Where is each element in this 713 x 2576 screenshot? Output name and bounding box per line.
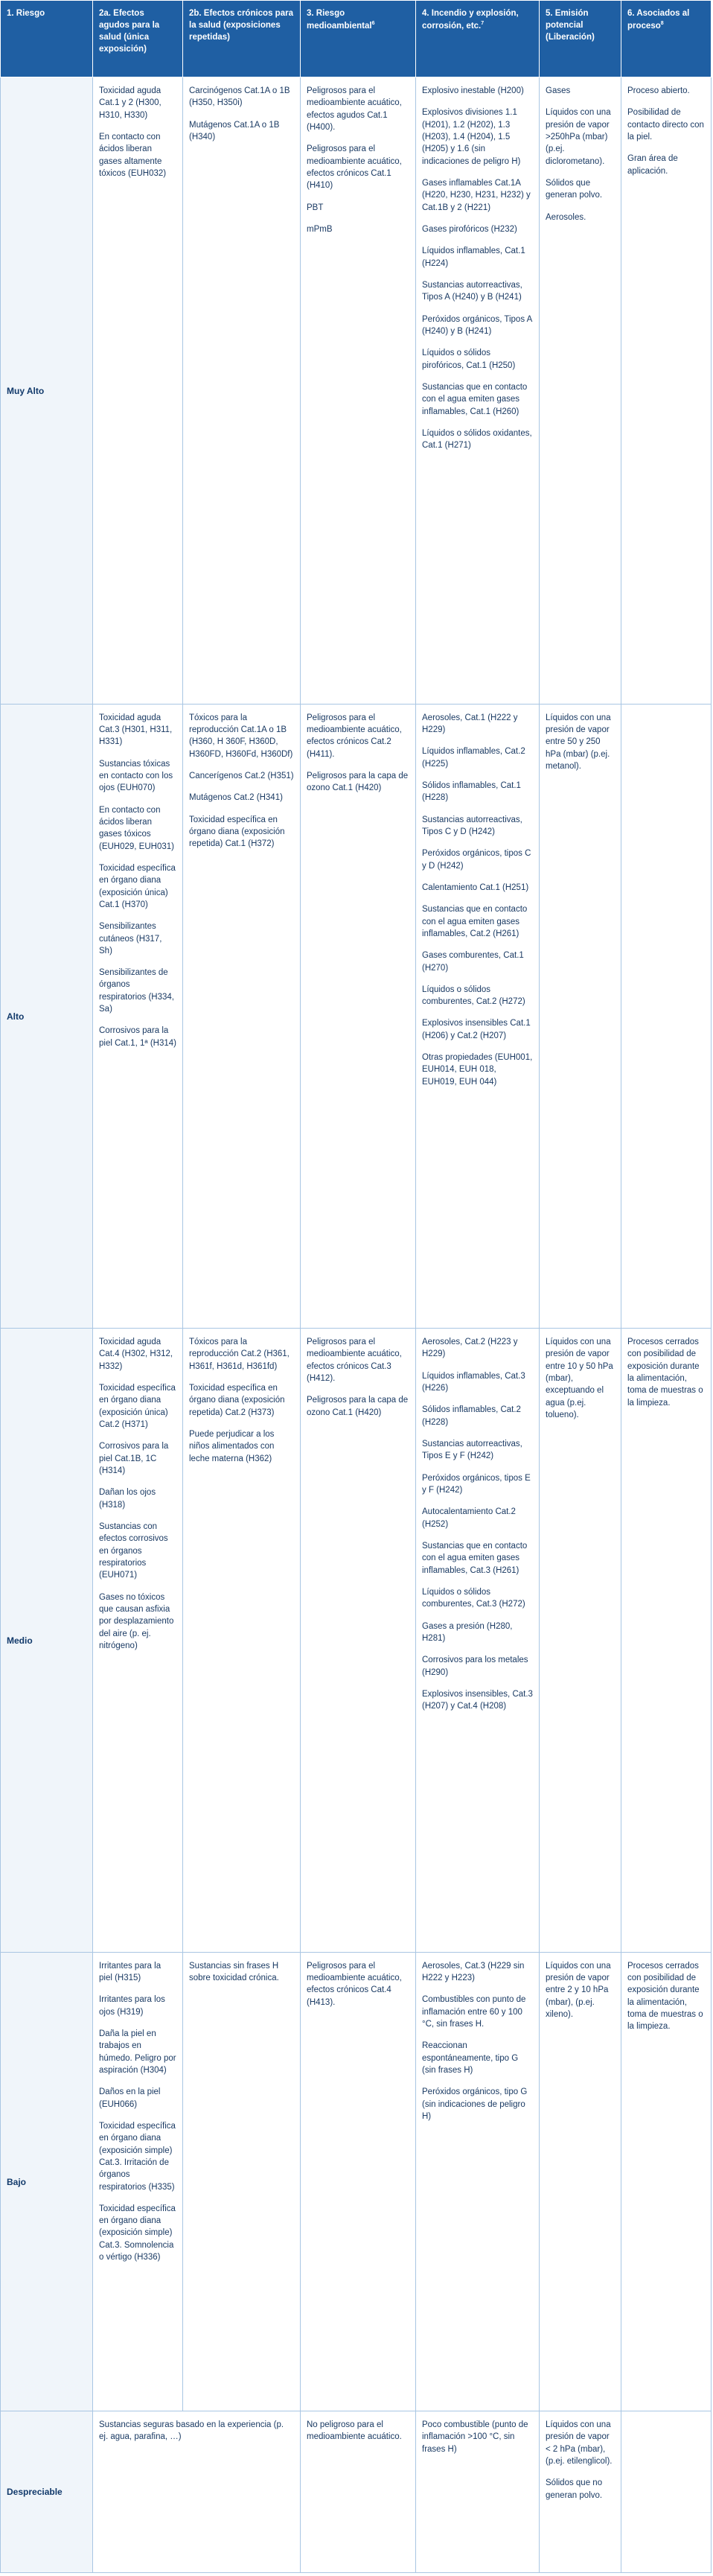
cell-asociados-proceso xyxy=(621,1329,712,1952)
cell-riesgo-medioambiental xyxy=(301,1952,416,2411)
cell-item: Explosivos insensibles, Cat.3 (H207) y Cat.4 (H208) xyxy=(422,1689,533,1711)
cell-item: Explosivos insensibles Cat.1 (H206) y Cat.2 (H207) xyxy=(422,1019,531,1040)
cell-emision-potencial xyxy=(540,77,621,705)
cell-item: Peligrosos para la capa de ozono Cat.1 (H420) xyxy=(307,771,409,793)
cell-asociados-proceso xyxy=(621,2411,712,2572)
cell-asociados-proceso xyxy=(621,704,712,1329)
cell-item: Sustancias autorreactivas, Tipos E y F (H242) xyxy=(422,1440,522,1461)
header-riesgo: 1. Riesgo xyxy=(1,1,93,77)
cell-item: mPmB xyxy=(307,224,333,234)
cell-item: Gases a presión (H280, H281) xyxy=(422,1621,513,1643)
cell-item: Toxicidad específica en órgano diana (exposición repetida) Cat.2 (H373) xyxy=(189,1384,285,1417)
footnote-mark: 6 xyxy=(371,20,375,26)
cell-item: Sólidos inflamables, Cat.1 (H228) xyxy=(422,780,521,803)
cell-efectos-cronicos xyxy=(183,1329,301,1952)
cell-item: Líquidos o sólidos comburentes, Cat.3 (H272) xyxy=(422,1588,525,1609)
cell-item: Gases pirofóricos (H232) xyxy=(422,224,517,234)
cell-item: Sólidos que no generan polvo. xyxy=(546,2478,603,2500)
footnote-mark: 7 xyxy=(481,20,485,26)
cell-item: Líquidos con una presión de vapor >250hPa (mbar) (p.ej. diclorometano). xyxy=(546,108,611,166)
cell-item: Sustancias seguras basado en la experiencia (p. ej. agua, parafina, …) xyxy=(99,2420,284,2442)
cell-item: Procesos cerrados con posibilidad de exposición durante la alimentación, toma de muestras o la limpieza. xyxy=(627,1338,703,1408)
header-incendio-explosion: 4. Incendio y explosión, corrosión, etc.$^7$ xyxy=(416,1,540,77)
cell-item: Toxicidad específica en órgano diana (exposición simple) Cat.3. Irritación de órganos respiratorios (H335) xyxy=(99,2121,176,2192)
cell-item: Líquidos o sólidos oxidantes, Cat.1 (H271) xyxy=(422,428,532,451)
risk-level-cell: Medio xyxy=(1,1329,93,1952)
cell-riesgo-medioambiental xyxy=(301,77,416,705)
table-row xyxy=(1,1952,712,2411)
table-row xyxy=(1,77,712,705)
header-emision-potencial: 5. Emisión potencial (Liberación) xyxy=(540,1,621,77)
cell-efectos-agudos xyxy=(93,2411,301,2572)
cell-item: Aerosoles, Cat.1 (H222 y H229) xyxy=(422,713,518,734)
cell-item: Combustibles con punto de inflamación entre 60 y 100 °C, sin frases H. xyxy=(422,1995,526,2029)
risk-level-cell: Alto xyxy=(1,704,93,1329)
cell-item: Daños en la piel (EUH066) xyxy=(99,2087,161,2109)
cell-item: Procesos cerrados con posibilidad de exposición durante la alimentación, toma de muestras o la limpieza. xyxy=(627,1961,703,2032)
cell-item: Toxicidad aguda Cat.1 y 2 (H300, H310, H330) xyxy=(99,86,162,120)
cell-item: Irritantes para la piel (H315) xyxy=(99,1961,162,1982)
risk-level-cell: Bajo xyxy=(1,1952,93,2411)
cell-item: En contacto con ácidos liberan gases altamente tóxicos (EUH032) xyxy=(99,132,167,178)
cell-item: Toxicidad específica en órgano diana (exposición repetida) Cat.1 (H372) xyxy=(189,815,285,849)
risk-level-cell: Muy Alto xyxy=(1,77,93,705)
footnote-mark: 8 xyxy=(660,20,664,26)
cell-asociados-proceso xyxy=(621,77,712,705)
cell-item: Calentamiento Cat.1 (H251) xyxy=(422,882,529,892)
cell-item: Peróxidos orgánicos, tipos C y D (H242) xyxy=(422,849,531,871)
cell-item: Líquidos inflamables, Cat.3 (H226) xyxy=(422,1371,525,1393)
cell-item: Otras propiedades (EUH001, EUH014, EUH 018, EUH019, EUH 044) xyxy=(422,1053,533,1087)
cell-item: Tóxicos para la reproducción Cat.2 (H361, H361f, H361d, H361fd) xyxy=(189,1338,290,1371)
cell-item: Líquidos con una presión de vapor < 2 hPa (mbar), (p.ej. etilenglicol). xyxy=(546,2420,613,2466)
cell-item: Sustancias que en contacto con el agua emiten gases inflamables, Cat.2 (H261) xyxy=(422,905,528,938)
cell-item: Sustancias con efectos corrosivos en órganos respiratorios (EUH071) xyxy=(99,1522,168,1580)
cell-item: Aerosoles, Cat.3 (H229 sin H222 y H223) xyxy=(422,1961,525,1982)
cell-item: Peligrosos para la capa de ozono Cat.1 (H420) xyxy=(307,1396,409,1417)
cell-item: Líquidos con una presión de vapor entre 50 y 250 hPa (mbar) (p.ej. metanol). xyxy=(546,713,611,771)
cell-item: Toxicidad específica en órgano diana (exposición simple) Cat.3. Somnolencia o vértigo (H336) xyxy=(99,2204,176,2262)
cell-item: Puede perjudicar a los niños alimentados con leche materna (H362) xyxy=(189,1430,275,1463)
cell-item: Sustancias tóxicas en contacto con los ojos (EUH070) xyxy=(99,759,173,793)
cell-item: Sustancias sin frases H sobre toxicidad crónica. xyxy=(189,1961,279,1982)
cell-item: Reaccionan espontáneamente, tipo G (sin frases H) xyxy=(422,2041,519,2075)
cell-item: Tóxicos para la reproducción Cat.1A o 1B (H360, H 360F, H360D, H360FD, H360Fd, H360Df) xyxy=(189,713,293,759)
cell-item: Toxicidad específica en órgano diana (exposición única) Cat.1 (H370) xyxy=(99,863,176,909)
cell-item: Líquidos o sólidos comburentes, Cat.2 (H272) xyxy=(422,985,525,1007)
cell-item: Gases xyxy=(546,86,571,95)
cell-item: Toxicidad aguda Cat.4 (H302, H312, H332) xyxy=(99,1338,173,1371)
cell-item: Irritantes para los ojos (H319) xyxy=(99,1995,165,2017)
cell-item: Autocalentamiento Cat.2 (H252) xyxy=(422,1507,516,1529)
cell-item: PBT xyxy=(307,203,324,212)
cell-item: Poco combustible (punto de inflamación >100 °C, sin frases H) xyxy=(422,2420,528,2454)
cell-item: Corrosivos para los metales (H290) xyxy=(422,1656,528,1677)
header-riesgo-medioambiental: 3. Riesgo medioambiental$^6$ xyxy=(301,1,416,77)
cell-item: Explosivos divisiones 1.1 (H201), 1.2 (H202), 1.3 (H203), 1.4 (H204), 1.5 (H205) y 1.6 (sin indicaciones de peligro H) xyxy=(422,108,521,166)
cell-item: Peróxidos orgánicos, Tipos A (H240) y B (H241) xyxy=(422,314,532,336)
cell-item: Gases no tóxicos que causan asfixia por desplazamiento del aire (p. ej. nitrógeno) xyxy=(99,1592,174,1650)
cell-item: Peligrosos para el medioambiente acuático, efectos agudos Cat.1 (H400). xyxy=(307,86,402,132)
cell-item: En contacto con ácidos liberan gases tóxicos (EUH029, EUH031) xyxy=(99,805,174,851)
cell-item: Carcinógenos Cat.1A o 1B (H350, H350i) xyxy=(189,86,290,108)
header-asociados-proceso: 6. Asociados al proceso$^8$ xyxy=(621,1,712,77)
cell-item: Corrosivos para la piel Cat.1B, 1C (H314) xyxy=(99,1442,169,1476)
cell-item: Sustancias que en contacto con el agua emiten gases inflamables, Cat.3 (H261) xyxy=(422,1542,528,1575)
cell-item: Líquidos inflamables, Cat.1 (H224) xyxy=(422,247,525,268)
cell-item: Líquidos con una presión de vapor entre 2 y 10 hPa (mbar), (p.ej. xileno). xyxy=(546,1961,611,2019)
cell-efectos-agudos xyxy=(93,1952,183,2411)
cell-item: Sensibilizantes de órganos respiratorios (H334, Sa) xyxy=(99,968,174,1014)
cell-item: Daña la piel en trabajos en húmedo. Peligro por aspiración (H304) xyxy=(99,2029,176,2075)
header-efectos-cronicos: 2b. Efectos crónicos para la salud (exposiciones repetidas) xyxy=(183,1,301,77)
cell-incendio-explosion xyxy=(416,704,540,1329)
cell-emision-potencial xyxy=(540,2411,621,2572)
cell-item: Peligrosos para el medioambiente acuático, efectos crónicos Cat.4 (H413). xyxy=(307,1961,402,2007)
cell-efectos-cronicos xyxy=(183,1952,301,2411)
cell-item: Peligrosos para el medioambiente acuático, efectos crónicos Cat.2 (H411). xyxy=(307,713,402,759)
cell-efectos-agudos xyxy=(93,704,183,1329)
cell-item: Líquidos inflamables, Cat.2 (H225) xyxy=(422,747,525,769)
risk-level-cell: Despreciable xyxy=(1,2411,93,2572)
cell-incendio-explosion xyxy=(416,1329,540,1952)
cell-item: Aerosoles, Cat.2 (H223 y H229) xyxy=(422,1338,518,1359)
cell-emision-potencial xyxy=(540,704,621,1329)
cell-riesgo-medioambiental xyxy=(301,704,416,1329)
cell-item: Cancerígenos Cat.2 (H351) xyxy=(189,771,294,780)
table-row xyxy=(1,2411,712,2572)
cell-efectos-agudos xyxy=(93,77,183,705)
cell-item: Dañan los ojos (H318) xyxy=(99,1488,156,1510)
cell-item: Sensibilizantes cutáneos (H317, Sh) xyxy=(99,922,162,955)
cell-item: Líquidos o sólidos pirofóricos, Cat.1 (H250) xyxy=(422,349,516,370)
cell-emision-potencial xyxy=(540,1952,621,2411)
cell-item: Peligrosos para el medioambiente acuático, efectos crónicos Cat.1 (H410) xyxy=(307,144,402,191)
cell-riesgo-medioambiental xyxy=(301,2411,416,2572)
cell-item: Explosivo inestable (H200) xyxy=(422,86,524,95)
cell-efectos-agudos xyxy=(93,1329,183,1952)
table-row xyxy=(1,1329,712,1952)
cell-item: Peligrosos para el medioambiente acuático, efectos crónicos Cat.3 (H412). xyxy=(307,1338,402,1384)
cell-item: Gases inflamables Cat.1A (H220, H230, H231, H232) y Cat.1B y 2 (H221) xyxy=(422,178,531,212)
cell-item: Mutágenos Cat.1A o 1B (H340) xyxy=(189,120,280,141)
cell-item: Líquidos con una presión de vapor entre 10 y 50 hPa (mbar), exceptuando el agua (p.ej. tolueno). xyxy=(546,1338,613,1420)
cell-item: Sustancias autorreactivas, Tipos A (H240) y B (H241) xyxy=(422,280,522,302)
cell-riesgo-medioambiental xyxy=(301,1329,416,1952)
cell-item: Proceso abierto. xyxy=(627,86,690,95)
cell-item: Toxicidad específica en órgano diana (exposición única) Cat.2 (H371) xyxy=(99,1384,176,1430)
cell-efectos-cronicos xyxy=(183,704,301,1329)
cell-incendio-explosion xyxy=(416,1952,540,2411)
cell-item: Gases comburentes, Cat.1 (H270) xyxy=(422,951,524,973)
cell-item: Sustancias que en contacto con el agua emiten gases inflamables, Cat.1 (H260) xyxy=(422,382,528,416)
table-row xyxy=(1,704,712,1329)
cell-item: Sólidos inflamables, Cat.2 (H228) xyxy=(422,1405,521,1427)
cell-item: Peróxidos orgánicos, tipo G (sin indicaciones de peligro H) xyxy=(422,2087,528,2121)
cell-item: Posibilidad de contacto directo con la piel. xyxy=(627,108,704,141)
cell-efectos-cronicos xyxy=(183,77,301,705)
cell-asociados-proceso xyxy=(621,1952,712,2411)
cell-item: Mutágenos Cat.2 (H341) xyxy=(189,793,283,803)
cell-incendio-explosion xyxy=(416,2411,540,2572)
cell-emision-potencial xyxy=(540,1329,621,1952)
table-header-row xyxy=(1,1,712,77)
cell-item: No peligroso para el medioambiente acuático. xyxy=(307,2420,402,2442)
cell-item: Gran área de aplicación. xyxy=(627,154,678,176)
cell-item: Corrosivos para la piel Cat.1, 1ª (H314) xyxy=(99,1026,176,1048)
cell-item: Toxicidad aguda Cat.3 (H301, H311, H331) xyxy=(99,713,173,747)
cell-item: Sólidos que generan polvo. xyxy=(546,178,603,200)
cell-incendio-explosion xyxy=(416,77,540,705)
cell-item: Peróxidos orgánicos, tipos E y F (H242) xyxy=(422,1473,531,1495)
cell-item: Aerosoles. xyxy=(546,212,586,222)
cell-item: Sustancias autorreactivas, Tipos C y D (H242) xyxy=(422,815,522,836)
header-efectos-agudos: 2a. Efectos agudos para la salud (única exposición) xyxy=(93,1,183,77)
